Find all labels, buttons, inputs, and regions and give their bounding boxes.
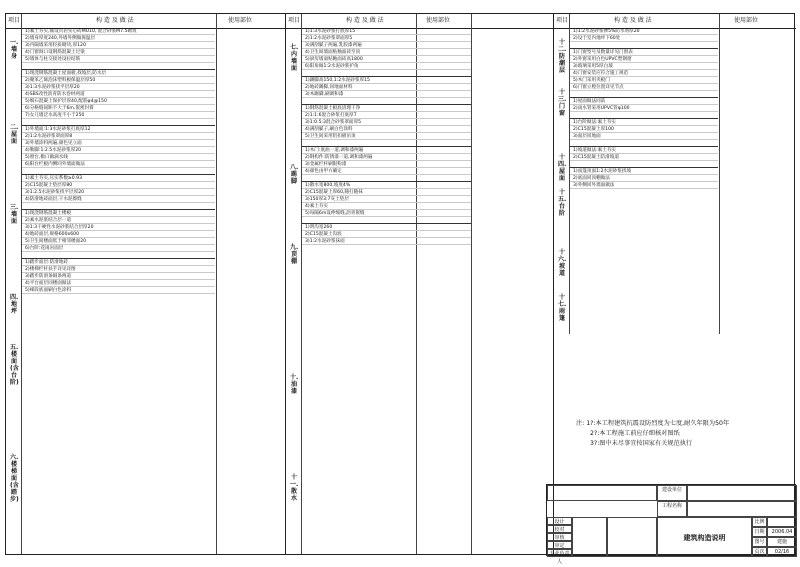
spec-text: 6)分格缝间距不大于6m,嵌密封膏 — [25, 106, 94, 111]
col-location: 使用部位 — [734, 17, 759, 24]
spec-row — [302, 147, 471, 154]
col-method: 构 造 及 做 法 — [614, 17, 652, 24]
spec-row — [22, 84, 215, 91]
notes — [576, 419, 729, 449]
spec-row — [22, 91, 215, 98]
spec-row — [302, 154, 471, 161]
category-label: 七.内墙面 — [290, 44, 299, 72]
spec-text: 5)细石混凝土保护层厚40,配筋φ4@150 — [25, 99, 107, 104]
spec-text: 2)C15混凝土防滑坡道 — [573, 155, 619, 160]
spec-row — [302, 112, 471, 119]
spec-text: 6)台阶:花岗岩面层 — [25, 246, 64, 251]
spec-text: 2)1:2水泥砂浆罩面厚5 — [305, 36, 353, 41]
col-location: 使用部位 — [228, 17, 253, 24]
spec-text: 4)卫生间墙面贴釉面砖至顶 — [305, 50, 361, 55]
spec-text: 1)坡道做法:素土夯实 — [573, 148, 617, 153]
category-label: 十二.防潮层 — [558, 39, 567, 74]
spec-row — [302, 84, 471, 91]
panel-left — [6, 14, 286, 554]
spec-text: 4)平台面层同楼面做法 — [25, 281, 72, 286]
spec-text: 2)外窗采用白色UPVC塑钢窗 — [573, 57, 632, 62]
spec-row — [570, 161, 718, 168]
spec-text: 4)防滑地砖面层,干水泥擦缝 — [25, 197, 82, 202]
spec-row — [570, 147, 718, 154]
col-method: 构 造 及 做 法 — [96, 17, 134, 24]
spec-row — [22, 126, 215, 133]
spec-row — [302, 175, 471, 182]
spec-row — [22, 280, 215, 287]
spec-text: 5)梯段底面刷白色涂料 — [25, 288, 72, 293]
category-label: 三.墙面 — [10, 204, 19, 225]
spec-row — [302, 203, 471, 210]
spec-row — [22, 63, 215, 70]
category-label: 一.墙身 — [10, 39, 19, 60]
spec-row — [302, 126, 471, 133]
spec-text: 3)踏步防滑条铜条两道 — [25, 274, 72, 279]
spec-text: 1)明沟宽260 — [305, 225, 333, 230]
sign-label: 专业负责人 — [547, 549, 572, 557]
page-value: 02/16 — [767, 547, 797, 557]
spec-row — [302, 98, 471, 105]
spec-row — [22, 112, 215, 119]
category-label: 四.地坪 — [10, 294, 19, 315]
spec-text: 1)踢脚高150,1:2水泥砂浆厚15 — [305, 78, 370, 83]
spec-row — [570, 182, 718, 189]
spec-row — [22, 119, 215, 126]
spec-row — [22, 105, 215, 112]
spec-row — [22, 77, 215, 84]
spec-row — [570, 42, 718, 49]
spec-row — [570, 70, 718, 77]
spec-row — [570, 56, 718, 63]
spec-text: 1)素土夯实,铺设页岩实心砖MU10, 混合砂浆M7.5砌筑 — [25, 29, 137, 34]
spec-text: 3)面层同地面 — [573, 134, 601, 139]
panel-right — [554, 14, 796, 554]
spec-row — [22, 266, 215, 273]
spec-text: 3)外墙涂料两遍,颜色见立面 — [25, 141, 82, 146]
spec-text: 2)钢构件:防锈漆一道,调和漆两遍 — [305, 155, 373, 160]
spec-text: 3)木踢脚,刷调和漆 — [305, 92, 344, 97]
spec-row — [22, 252, 215, 259]
note-line: 注: 1?:本工程建筑抗震设防烈度为七度,耐久年限为50年 — [576, 420, 730, 427]
spec-row — [22, 70, 215, 77]
spec-row — [570, 84, 718, 91]
spec-row — [302, 119, 471, 126]
category-label: 十一.散水 — [290, 474, 299, 502]
spec-text: 3)内隔墙采用轻质砌块,厚120 — [25, 43, 86, 48]
col-item: 项目 — [556, 17, 569, 24]
spec-text: 2)楼梯栏杆扶手详见详图 — [25, 267, 76, 272]
sheet-label: 图号 — [752, 537, 767, 547]
sheet-value: 建施 — [767, 537, 797, 547]
scale-label: 比例 — [752, 517, 767, 527]
category-label: 九.顶棚 — [290, 244, 299, 265]
spec-row — [302, 105, 471, 112]
spec-row — [302, 161, 471, 168]
spec-row — [302, 28, 471, 35]
spec-text: 2)墙身厚度240,外墙外侧做保温层 — [25, 36, 96, 41]
date-label: 日期 — [752, 527, 767, 537]
spec-text: 6)阳角做1:2水泥砂浆护角 — [305, 64, 359, 69]
panel-middle-header — [286, 14, 553, 29]
spec-text: 4)素土夯实 — [305, 204, 329, 209]
spec-text: 3)150厚3:7灰土垫层 — [305, 197, 349, 202]
spec-text: 3)外侧同外墙面做法 — [573, 183, 615, 188]
spec-text: 2)C15混凝土厚60,随打随抹 — [305, 190, 363, 195]
spec-row — [302, 182, 471, 189]
spec-text: 1)钢筋混凝土板底清理干净 — [305, 106, 361, 111]
spec-row — [570, 105, 718, 112]
category-label: 十五.台阶 — [558, 189, 567, 217]
spec-row — [570, 91, 718, 98]
spec-text: 4)门窗安装应符合施工规范 — [573, 71, 629, 76]
spec-row — [22, 49, 215, 56]
col-item: 项目 — [8, 17, 21, 24]
spec-text: 1)踏步面层:防滑地砖 — [25, 260, 69, 265]
spec-row — [22, 273, 215, 280]
spec-text: 5)厨房墙面贴釉面砖高1800 — [305, 57, 363, 62]
spec-text: 2)1:1:6混合砂浆打底厚7 — [305, 113, 357, 118]
spec-row — [302, 70, 471, 77]
spec-text: 4)勒脚:1:2.5水泥砂浆厚20 — [25, 148, 82, 153]
spec-row — [22, 175, 215, 182]
spec-text: 4)SBS改性沥青防水卷材两道 — [25, 92, 85, 97]
col-method: 构 造 及 做 法 — [346, 17, 384, 24]
category-label: 八.踢脚 — [290, 164, 299, 185]
spec-text: 1)1:2水泥砂浆掺5%防水剂厚20 — [573, 29, 640, 34]
project-label: 建设单位 — [657, 485, 687, 501]
spec-row — [570, 168, 718, 175]
spec-text: 1)外墙面:1:3水泥砂浆打底厚12 — [25, 127, 91, 132]
spec-row — [22, 42, 215, 49]
spec-text: 1)屋面做法同前 — [573, 99, 606, 104]
spec-row — [22, 154, 215, 161]
spec-row — [22, 56, 215, 63]
spec-row — [570, 126, 718, 133]
spec-row — [22, 189, 215, 196]
spec-text: 1)素土夯实,压实系数≥0.93 — [25, 176, 83, 181]
spec-text: 4)地砖面层,规格600x600 — [25, 232, 79, 237]
company-cell — [547, 485, 657, 501]
spec-row — [22, 259, 215, 266]
spec-row — [302, 238, 471, 245]
spec-text: 2)底面同顶棚做法 — [573, 176, 610, 181]
spec-text: 2)C15混凝土垫层厚80 — [25, 183, 73, 188]
spec-row — [302, 189, 471, 196]
category-label: 十六.坡道 — [558, 249, 567, 277]
spec-row — [302, 210, 471, 217]
spec-text: 1)1:3水泥砂浆打底厚15 — [305, 29, 356, 34]
spec-row — [22, 161, 215, 168]
spec-row — [570, 28, 718, 35]
panel-middle — [286, 14, 554, 554]
spec-row — [22, 182, 215, 189]
spec-row — [302, 140, 471, 147]
spec-row — [22, 231, 215, 238]
spec-row — [22, 168, 215, 175]
note-line: 2?:本工程施工前应仔细核对图纸 — [590, 430, 680, 437]
spec-row — [302, 56, 471, 63]
spec-row — [22, 287, 215, 294]
spec-row — [22, 238, 215, 245]
spec-row — [570, 175, 718, 182]
panel-middle-rows — [302, 28, 471, 554]
spec-text: 5)窗台,檐口做滴水线 — [25, 155, 68, 160]
category-label: 十四.屋面 — [558, 154, 567, 182]
sign-label: 审核 — [547, 533, 572, 541]
spec-row — [302, 63, 471, 70]
spec-row — [302, 196, 471, 203]
spec-row — [302, 133, 471, 140]
spec-text: 5)墙体与柱交接处设拉结筋 — [25, 57, 81, 62]
category-label: 十.油漆 — [290, 374, 299, 395]
category-label: 六.楼梯面(含踏步) — [10, 454, 19, 503]
category-label: 十七.雨篷 — [558, 294, 567, 322]
date-value: 2006.04 — [767, 527, 797, 537]
spec-text: 3)1:3水泥砂浆找平层厚20 — [25, 85, 80, 90]
panel-right-header — [554, 14, 796, 29]
sign-label: 审定 — [547, 541, 572, 549]
spec-row — [22, 140, 215, 147]
spec-text: 2)雨水管采用UPVC管φ100 — [573, 106, 630, 111]
spec-row — [302, 168, 471, 175]
spec-text: 2)素水泥浆结合层一道 — [25, 218, 72, 223]
panel-left-rows — [22, 28, 215, 554]
spec-text: 4)颜色由甲方确定 — [305, 169, 342, 174]
spec-row — [570, 63, 718, 70]
spec-text: 6)阳台栏板内侧同外墙面做法 — [25, 162, 85, 167]
spec-row — [302, 91, 471, 98]
spec-row — [22, 147, 215, 154]
spec-row — [302, 217, 471, 224]
spec-text: 2)聚苯乙烯泡沫塑料板保温层厚50 — [25, 78, 96, 83]
spec-row — [570, 98, 718, 105]
spec-text: 1)门窗型号及数量详见门窗表 — [573, 50, 633, 55]
spec-text: 2)1:2水泥砂浆罩面厚8 — [25, 134, 73, 139]
spec-text: 3)1:3干硬性水泥砂浆结合层厚20 — [25, 225, 94, 230]
spec-row — [22, 217, 215, 224]
category-label: 二.屋面 — [10, 124, 19, 145]
spec-row — [302, 35, 471, 42]
spec-row — [22, 28, 215, 35]
spec-row — [570, 154, 718, 161]
spec-text: 5)每隔6m设伸缩缝,沥青嵌缝 — [305, 211, 365, 216]
col-location: 使用部位 — [426, 17, 451, 24]
spec-text: 3)玻璃采用5厚白玻 — [573, 64, 613, 69]
spec-text: 1)散水宽800,坡度4% — [305, 183, 351, 188]
spec-text: 3)1:2.5水泥砂浆找平层厚20 — [25, 190, 85, 195]
spec-row — [570, 119, 718, 126]
spec-row — [22, 98, 215, 105]
spec-text: 3)金属栏杆刷银粉漆 — [305, 162, 347, 167]
spec-text: 3)1:2水泥砂浆抹面 — [305, 239, 345, 244]
spec-text: 5)木门采用夹板门 — [573, 78, 610, 83]
spec-row — [22, 196, 215, 203]
spec-text: 4)门窗洞口设钢筋混凝土过梁 — [25, 50, 85, 55]
spec-text: 2)C15混凝土厚100 — [573, 127, 614, 132]
spec-row — [570, 112, 718, 119]
spec-row — [302, 77, 471, 84]
spec-text: 5)卫生间采用铝扣板吊顶 — [305, 134, 356, 139]
spec-row — [22, 133, 215, 140]
sign-label: 设计 — [547, 517, 572, 525]
note-line: 3?:图中未尽事宜按国家有关规范执行 — [590, 440, 693, 447]
drawing-title: 建筑构造说明 — [657, 517, 752, 557]
spec-text: 3)1:0.5:3混合砂浆罩面厚5 — [305, 120, 362, 125]
spec-row — [570, 133, 718, 140]
spec-row — [570, 77, 718, 84]
spec-row — [302, 224, 471, 231]
drawing-sheet — [5, 13, 795, 565]
spec-text: 4)满刮腻子,刷白色涂料 — [305, 127, 353, 132]
spec-text: 2)地砖踢脚,同地面材料 — [305, 85, 353, 90]
spec-row — [22, 210, 215, 217]
spec-text: 1)现浇钢筋混凝土楼板 — [25, 211, 72, 216]
panel-right-rows — [570, 28, 718, 332]
sign-label: 校对 — [547, 525, 572, 533]
panel-left-header — [6, 14, 285, 29]
spec-text: 7)女儿墙泛水高度不小于250 — [25, 113, 85, 118]
spec-row — [570, 49, 718, 56]
spec-row — [22, 35, 215, 42]
spec-row — [302, 42, 471, 49]
col-item: 项目 — [288, 17, 301, 24]
spec-text: 1)现浇钢筋混凝土屋面板,找坡层,防水层 — [25, 71, 107, 76]
spec-text: 2)C15混凝土沟底 — [305, 232, 342, 237]
spec-row — [22, 203, 215, 210]
spec-row — [302, 49, 471, 56]
spec-text: 2)设于室内地坪下60处 — [573, 36, 621, 41]
spec-text: 1)雨篷顶面1:2水泥砂浆找坡 — [573, 169, 632, 174]
spec-text: 1)木门:底油一道,调和漆两遍 — [305, 148, 364, 153]
page-label: 页次 — [752, 547, 767, 557]
category-label: 十三.门窗 — [558, 89, 567, 117]
project-name-label: 工程名称 — [657, 501, 687, 517]
category-label: 五.楼面(含台阶) — [10, 344, 19, 386]
spec-row — [570, 140, 718, 147]
spec-row — [22, 224, 215, 231]
spec-text: 6)门窗立樘位置详见节点 — [573, 85, 624, 90]
spec-row — [570, 35, 718, 42]
spec-text: 3)满刮腻子两遍,乳胶漆两遍 — [305, 43, 362, 48]
spec-row — [302, 231, 471, 238]
spec-row — [22, 245, 215, 252]
title-block — [546, 484, 796, 565]
spec-text: 1)台阶做法:素土夯实 — [573, 120, 617, 125]
spec-text: 5)卫生间楼面低于相邻楼面20 — [25, 239, 87, 244]
